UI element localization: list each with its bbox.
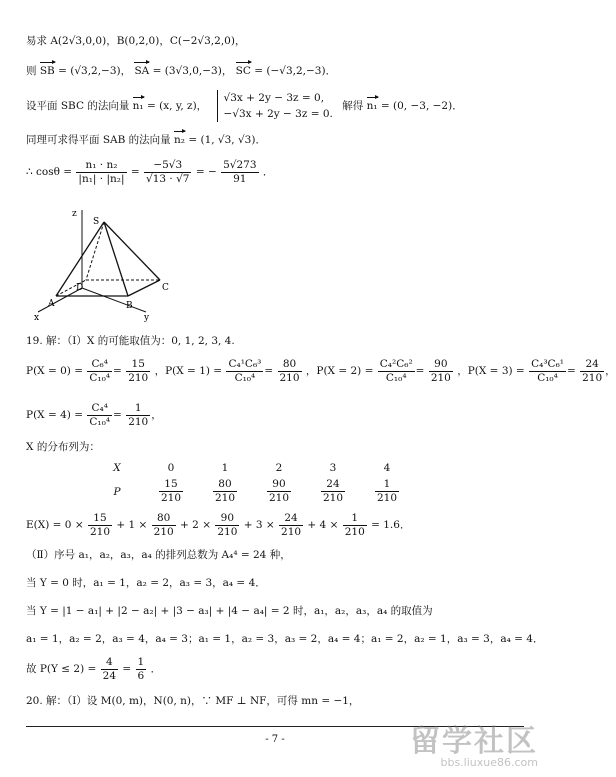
vector-n1-solution: n₁: [366, 100, 378, 112]
cos-line: ∴ cosθ = $\frac{\text{n₁ · n₂}}{\text{|n₁| · |n₂|}}$ = $\frac{-5√3}{√13 \cdot √7}$ = − $\frac{5√273}{91}$ ．: [26, 158, 274, 185]
y2-line: [26, 604, 433, 618]
y0-line: [26, 576, 266, 590]
vector-sa-value: = (3√3,0,−3)，: [149, 65, 233, 77]
part2-line: [26, 548, 291, 562]
table-row: [90, 476, 414, 507]
cos-frac-3: $\frac{5√273}{91}$: [223, 158, 257, 185]
label-z: z: [72, 209, 77, 219]
vectors-prefix: 则: [26, 65, 37, 77]
page-number: - 7 -: [265, 734, 285, 745]
edge-sb: [104, 222, 128, 296]
y2-text: 当 Y = |1 − a₁| + |2 − a₂| + |3 − a₃| + |4 − a₄| = 2 时，a₁，a₂，a₃，a₄ 的取值为: [26, 605, 433, 617]
label-y: y: [144, 313, 150, 323]
expectation-line: E(X) = 0 × $\frac{15}{210}$ + 1 × $\frac{80}{210}$ + 2 × $\frac{90}{210}$ + 3 × $\frac{24}{210}$ + 4 × $\frac{1}{210}$ = 1.6．: [26, 511, 411, 538]
cos-frac-1: $\frac{\text{n₁ · n₂}}{\text{|n₁| · |n₂|}}$: [78, 158, 125, 185]
label-s: S: [93, 217, 100, 227]
vector-sb: SB: [39, 65, 55, 77]
p0-value: $\frac{15}{210}$: [128, 357, 149, 384]
table-cell: $\frac{15}{210}$: [160, 478, 182, 504]
table-cell: $\frac{24}{210}$: [322, 478, 344, 504]
prob-line-1: P(X = 0) = $\frac{\text{C₆⁴}}{\text{C₁₀⁴}}$ = $\frac{15}{210}$ ，P(X = 1) = $\frac{\text{C₄¹C₆³}}{\text{C₁₀⁴}}$ = $\frac{80}{210}$ ，P(X = 2) = $\frac{\text{C₄²C₆²}}{\text{C₁₀⁴}}$ = $\frac{90}{210}$ ，P(X = 3) = $\frac{\text{C₄³C₆¹}}{\text{C₁₀⁴}}$ = $\frac{24}{210}$ ，: [26, 357, 616, 384]
table-cell: 0: [167, 462, 175, 474]
normal-sab-line: [26, 133, 266, 147]
table-cell: 2: [275, 462, 283, 474]
py-line: 故 P(Y ≤ 2) = $\frac{4}{24}$ = $\frac{1}{6}$ ．: [26, 655, 162, 682]
vector-sa: SA: [134, 65, 150, 77]
normal-intro: 设平面 SBC 的法向量: [26, 100, 130, 112]
dist-intro-line: [26, 440, 100, 454]
table-cell: 3: [329, 462, 337, 474]
normal-sbc-line: [26, 90, 463, 122]
n1-solution: = (0, −3, −2)．: [377, 100, 463, 112]
label-b: B: [126, 301, 133, 311]
label-x: x: [34, 313, 40, 323]
cases-text: a₁ = 1，a₂ = 2，a₃ = 4，a₄ = 3；a₁ = 1，a₂ = 3，a₃ = 2，a₄ = 4；a₁ = 2，a₂ = 1，a₃ = 3，a₄ = 4．: [26, 633, 544, 645]
y0-text: 当 Y = 0 时，a₁ = 1，a₂ = 2，a₃ = 3，a₄ = 4．: [26, 577, 266, 589]
table-cell: 1: [221, 462, 229, 474]
distribution-table: [90, 460, 414, 507]
dist-intro: X 的分布列为：: [26, 441, 100, 453]
q19-intro-line: [26, 334, 235, 348]
solve-text: 解得: [342, 100, 364, 112]
vector-n1: n₁: [132, 100, 144, 112]
table-cell: $\frac{80}{210}$: [214, 478, 236, 504]
p1-comb: $\frac{\text{C₄¹C₆³}}{\text{C₁₀⁴}}$: [228, 357, 262, 384]
q20-text: 20. 解：（Ⅰ）设 M(0, m)，N(0, n)，∵ MF ⊥ NF，可得 mn = −1，: [26, 695, 360, 707]
vectors-line: [26, 64, 336, 78]
p4-comb: $\frac{\text{C₄⁴}}{\text{C₁₀⁴}}$: [89, 401, 111, 428]
p3-comb: $\frac{\text{C₄³C₆¹}}{\text{C₁₀⁴}}$: [531, 357, 564, 384]
p3-value: $\frac{24}{210}$: [582, 357, 603, 384]
cases-line: [26, 632, 543, 646]
cos-frac-2: $\frac{-5√3}{√13 \cdot √7}$: [146, 158, 190, 185]
edge-bc: [128, 280, 160, 296]
table-cell: $\frac{1}{210}$: [376, 478, 398, 504]
cos-prefix: ∴ cosθ =: [26, 166, 73, 178]
edge-sc: [104, 222, 160, 280]
vector-n2: n₂: [174, 134, 185, 146]
q19-intro: 19. 解：（Ⅰ）X 的可能取值为：0, 1, 2, 3, 4.: [26, 335, 235, 347]
p1-value: $\frac{80}{210}$: [279, 357, 300, 384]
part2-text: （Ⅱ）序号 a₁，a₂，a₃，a₄ 的排列总数为 A₄⁴ = 24 种，: [26, 549, 291, 561]
label-a: A: [48, 299, 55, 309]
p2-comb: $\frac{\text{C₄²C₆²}}{\text{C₁₀⁴}}$: [379, 357, 413, 384]
p0-comb: $\frac{\text{C₆⁴}}{\text{C₁₀⁴}}$: [89, 357, 111, 384]
vector-sc-value: = (−√3,2,−3)．: [250, 65, 337, 77]
vector-sc: SC: [235, 65, 251, 77]
table-cell: $\frac{90}{210}$: [268, 478, 290, 504]
watermark: [410, 716, 538, 769]
system-eq-2: −√3x + 2y − 3z = 0.: [223, 108, 333, 120]
n2-solution: = (1, √3, √3)．: [185, 134, 266, 146]
table-cell: 4: [383, 462, 391, 474]
pyramid-figure: [26, 200, 186, 322]
label-d: D: [76, 283, 84, 293]
coords-text: 易求 A(2√3,0,0)，B(0,2,0)，C(−2√3,2,0)，: [26, 35, 246, 47]
sab-intro: 同理可求得平面 SAB 的法向量: [26, 134, 171, 146]
p4-value: $\frac{1}{210}$: [128, 401, 149, 428]
normal-eq: = (x, y, z)，: [143, 100, 208, 112]
q20-line: [26, 694, 359, 708]
system-eq-1: √3x + 2y − 3z = 0,: [223, 92, 325, 104]
label-c: C: [162, 283, 169, 293]
coords-line: [26, 34, 245, 48]
table-row: [90, 460, 414, 476]
prob-line-2: P(X = 4) = $\frac{\text{C₄⁴}}{\text{C₁₀⁴}}$ = $\frac{1}{210}$ ，: [26, 401, 162, 428]
watermark-logo: 留学社区: [410, 724, 538, 759]
p2-value: $\frac{90}{210}$: [430, 357, 451, 384]
row-p-label: P: [113, 485, 121, 498]
equation-system: [217, 90, 333, 122]
row-x-label: X: [113, 462, 121, 474]
edge-sd: [86, 222, 104, 280]
watermark-url: bbs.liuxue86.com: [440, 756, 538, 769]
vector-sb-value: = (√3,2,−3)，: [54, 65, 132, 77]
